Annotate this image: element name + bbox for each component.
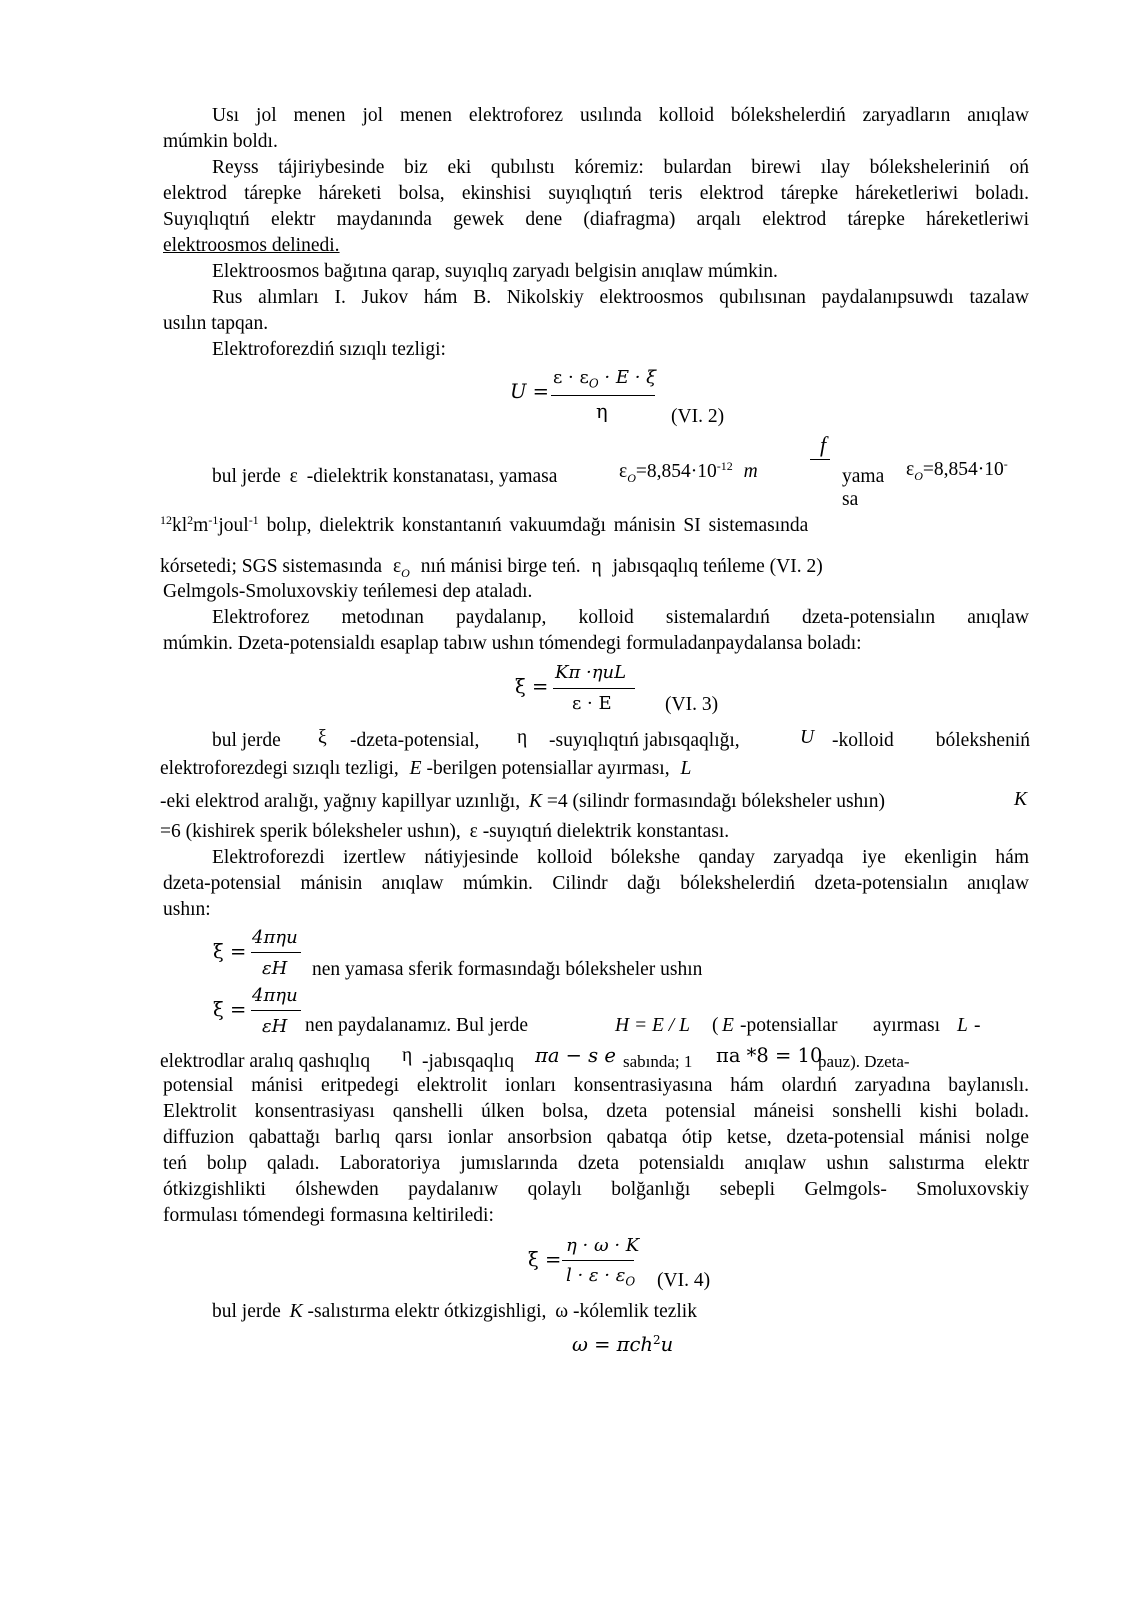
- text-span: =8,854·10: [922, 459, 1004, 480]
- fraction-line: [810, 459, 830, 460]
- paragraph-line: Elektroforezdi izertlew nátiyjesinde kolloid bólekshe qanday zaryadqa iye ekenligin hám: [212, 847, 1029, 868]
- paragraph-line: Elektroforezdiń sızıqlı tezligi:: [212, 339, 446, 360]
- text-span: bul jerde: [212, 466, 281, 487]
- epsilon-symbol: ε: [619, 461, 628, 482]
- pi-a-8-expression: πa *8 = 10: [716, 1044, 823, 1067]
- formula-vi3-denominator: ε · E: [572, 693, 612, 714]
- paren: (: [712, 1015, 719, 1036]
- paragraph-line: dzeta-potensial mánisin anıqlaw múmkin. Cilindr dağı bólekshelerdiń dzeta-potensialın anıqlaw: [163, 873, 1029, 894]
- subscript-o: O: [401, 565, 410, 580]
- variable-u: u: [660, 1333, 674, 1356]
- formula-vi3-numerator: Kπ ·ηuL: [555, 662, 627, 683]
- text-span: -potensiallar ayırması: [740, 1015, 940, 1036]
- paragraph-line: usılın tapqan.: [163, 313, 269, 334]
- numerator-part: η · ω · K: [566, 1235, 640, 1256]
- text-span: bolıp, dielektrik konstantanıń vakuumdağı mánisin SI sistemasında: [258, 515, 809, 536]
- xi-symbol: ξ: [318, 727, 327, 748]
- subscript-o: O: [588, 376, 599, 391]
- omega-definition: ω = πch: [572, 1333, 653, 1356]
- paragraph-line: Elektrolit konsentrasiyası qanshelli úlken bolsa, dzeta potensial máneisi sonshelli kishi boladı.: [163, 1101, 1029, 1122]
- paragraph-line: Elektroosmos bağıtına qarap, suyıqlıq zaryadı belgisin anıqlaw múmkin.: [212, 261, 778, 282]
- subscript-o: O: [625, 1274, 636, 1289]
- eta-symbol: η: [517, 727, 528, 748]
- unit-m: m: [743, 461, 758, 482]
- fraction-line: [251, 1010, 301, 1011]
- text-span: -salıstırma elektr ótkizgishligi,: [307, 1301, 547, 1322]
- paragraph-line: múmkin. Dzeta-potensialdı esaplap tabıw ushın tómendegi formuladanpaydalansa boladı:: [163, 633, 862, 654]
- paragraph-line: potensial mánisi eritpedegi elektrolit ionları konsentrasiyasına hám olardıń zaryadına baylanıslı.: [163, 1075, 1029, 1096]
- text-span: =8,854·10: [635, 461, 717, 482]
- superscript: 12: [160, 512, 172, 527]
- superscript: -1: [208, 512, 219, 527]
- formula-2-denominator: εH: [262, 1016, 288, 1037]
- K-symbol: K: [1014, 789, 1028, 810]
- epsilon-o-value-2: [906, 458, 1008, 482]
- text-span: =4 (silindr formasındağı bóleksheler ushın): [546, 791, 885, 812]
- text-span: joul: [218, 515, 249, 536]
- formula-1-numerator: 4πηu: [252, 927, 298, 948]
- formula-vi2: [510, 380, 549, 404]
- text-span: -kólemlik tezlik: [572, 1301, 697, 1322]
- text-span: nen yamasa sferik formasındağı bóleksheler ushın: [312, 959, 703, 980]
- formula-vi4-numerator: [566, 1234, 639, 1258]
- L-symbol: L: [680, 758, 692, 779]
- text-span: kórsetedi; SGS sistemasında: [160, 556, 383, 577]
- superscript: 2: [187, 512, 194, 527]
- H-definition: H = E / L: [615, 1015, 690, 1036]
- text-span: -berilgen potensiallar ayırması,: [426, 758, 670, 779]
- pi-a-s-e-expression: πa − s e: [535, 1044, 616, 1067]
- paragraph-line: Rus alımları I. Jukov hám B. Nikolskiy elektroosmos qubılısınan paydalanıpsuwdı tazalaw: [212, 287, 1029, 308]
- text-span: pauz). Dzeta-: [818, 1052, 910, 1071]
- paragraph-7-text: [160, 514, 808, 538]
- text-span: -eki elektrod aralığı, yağnıy kapillyar uzınlığı,: [160, 791, 521, 812]
- paragraph-line: diffuzion qabattağı barlıq qarsı ionlar ansorbsion qabatqa ótip ketse, dzeta-potensial mánisi nolge: [163, 1127, 1029, 1148]
- subscript-o: O: [914, 468, 923, 483]
- superscript: -: [1003, 456, 1008, 471]
- formula-1-lhs: ξ =: [213, 940, 247, 963]
- text-span: jabısqaqlıq teńleme (VI. 2): [612, 556, 823, 577]
- text-span: -suyıqtıń dielektrik konstantası.: [482, 821, 730, 842]
- text-span: elektrodlar aralıq qashıqlıq: [160, 1051, 371, 1072]
- text-span: bul jerde: [212, 1301, 281, 1322]
- fraction-line: [553, 688, 635, 689]
- paragraph-line: Reyss tájiriybesinde biz eki qubılıstı kóremiz: bulardan birewi ılay bóleksheleriniń oń: [212, 157, 1029, 178]
- omega-formula: [572, 1333, 673, 1357]
- numerator-part: ε · ε: [553, 367, 589, 388]
- epsilon-symbol: ε: [289, 466, 298, 487]
- K-symbol: K: [528, 791, 542, 812]
- superscript: 2: [652, 1332, 661, 1347]
- text-span: nıń mánisi birge teń.: [420, 556, 581, 577]
- eta-symbol: η: [402, 1045, 413, 1066]
- epsilon-symbol: ε: [906, 459, 915, 480]
- L-symbol: L: [957, 1015, 968, 1036]
- eta-symbol: η: [591, 556, 602, 577]
- paragraph-8-text: [160, 555, 823, 579]
- paragraph-14-text: [160, 820, 729, 844]
- omega-symbol: ω: [555, 1301, 569, 1322]
- text-span: bul jerde: [212, 730, 281, 751]
- text-span: nen paydalanamız. Bul jerde: [305, 1015, 529, 1036]
- paragraph-line: elektroosmos delinedi.: [163, 235, 340, 256]
- formula-2-lhs: ξ =: [213, 998, 247, 1021]
- U-symbol: U: [800, 727, 815, 748]
- epsilon-symbol: ε: [469, 821, 478, 842]
- subscript-o: O: [627, 470, 636, 485]
- text-span: -dielektrik konstanatası, yamasa: [306, 466, 558, 487]
- paragraph-6-text: [212, 465, 557, 489]
- fraction-line: [251, 952, 301, 953]
- paragraph-line: Gelmgols-Smoluxovskiy teńlemesi dep ataladı.: [163, 581, 533, 602]
- text-span: -kolloid bóleksheniń: [832, 730, 1030, 751]
- epsilon-o-value: [619, 460, 758, 484]
- paragraph-13-text: [160, 790, 885, 814]
- formula-1-denominator: εH: [262, 958, 288, 979]
- paragraph-line: múmkin boldı.: [163, 131, 278, 152]
- text-yama: yama: [842, 466, 885, 487]
- paragraph-20-text: [212, 1300, 697, 1324]
- equation-label-vi3: (VI. 3): [665, 694, 719, 715]
- paragraph-line: formulası tómendegi formasına keltiriledi:: [163, 1205, 494, 1226]
- superscript: -12: [716, 458, 733, 473]
- text-span: sabında; 1: [623, 1052, 693, 1071]
- paragraph-line: Usı jol menen jol menen elektroforez usılında kolloid bólekshelerdiń zaryadların anıqlaw: [212, 105, 1029, 126]
- formula-vi2-numerator: [553, 366, 656, 390]
- text-span: -dzeta-potensial,: [350, 730, 480, 751]
- E-symbol: E: [722, 1015, 734, 1036]
- paragraph-line: Elektroforez metodınan paydalanıp, kolloid sistemalardıń dzeta-potensialın anıqlaw: [212, 607, 1029, 628]
- formula-vi4-lhs: ξ =: [528, 1248, 562, 1271]
- text-span: -jabısqaqlıq: [422, 1051, 515, 1072]
- formula-vi4-denominator: [566, 1264, 635, 1288]
- paragraph-line: ótkizgishlikti ólshewden paydalanıw qolaylı bolğanlığı sebepli Gelmgols- Smoluxovskiy: [163, 1179, 1029, 1200]
- fraction-line: [551, 395, 655, 396]
- numerator-rest: · E · ξ: [598, 367, 657, 388]
- text-span: m: [193, 515, 209, 536]
- fraction-f: f: [820, 432, 827, 457]
- text-span: =6 (kishirek sperik bóleksheler ushın),: [160, 821, 461, 842]
- formula-lhs: U =: [510, 380, 549, 403]
- text-span: -suyıqlıqtıń jabısqaqlığı,: [549, 730, 740, 751]
- formula-2-numerator: 4πηu: [252, 985, 298, 1006]
- paragraph-line: Suyıqlıqtıń elektr maydanında gewek dene (diafragma) arqalı elektrod tárepke háreketleriwi: [163, 209, 1029, 230]
- paragraph-line: elektrod tárepke háreketi bolsa, ekinshisi suyıqlıqtıń teris elektrod tárepke háreketleriwi boladı.: [163, 183, 1029, 204]
- paragraph-12-text: [160, 757, 691, 781]
- equation-label-vi4: (VI. 4): [657, 1270, 711, 1291]
- superscript: -1: [248, 512, 259, 527]
- paragraph-line: ushın:: [163, 899, 211, 920]
- formula-vi2-denominator: η: [596, 400, 608, 423]
- paragraph-line: teń bolıp qaladı. Laboratoriya jumıslarında dzeta potensialdı anıqlaw ushın salıstırma elektr: [163, 1153, 1029, 1174]
- epsilon-symbol: ε: [392, 556, 402, 577]
- text-span: elektroforezdegi sızıqlı tezligi,: [160, 758, 399, 779]
- denominator-part: l · ε · ε: [566, 1265, 626, 1286]
- K-symbol: K: [289, 1301, 303, 1322]
- text-sa: sa: [842, 489, 859, 510]
- fraction-line: [562, 1260, 634, 1261]
- equation-label-vi2: (VI. 2): [671, 406, 725, 427]
- text-span: kl: [172, 515, 188, 536]
- paragraph-11-text: [212, 729, 281, 753]
- E-symbol: E: [409, 758, 422, 779]
- dash: -: [974, 1015, 981, 1036]
- formula-vi3-lhs: ξ =: [515, 675, 549, 698]
